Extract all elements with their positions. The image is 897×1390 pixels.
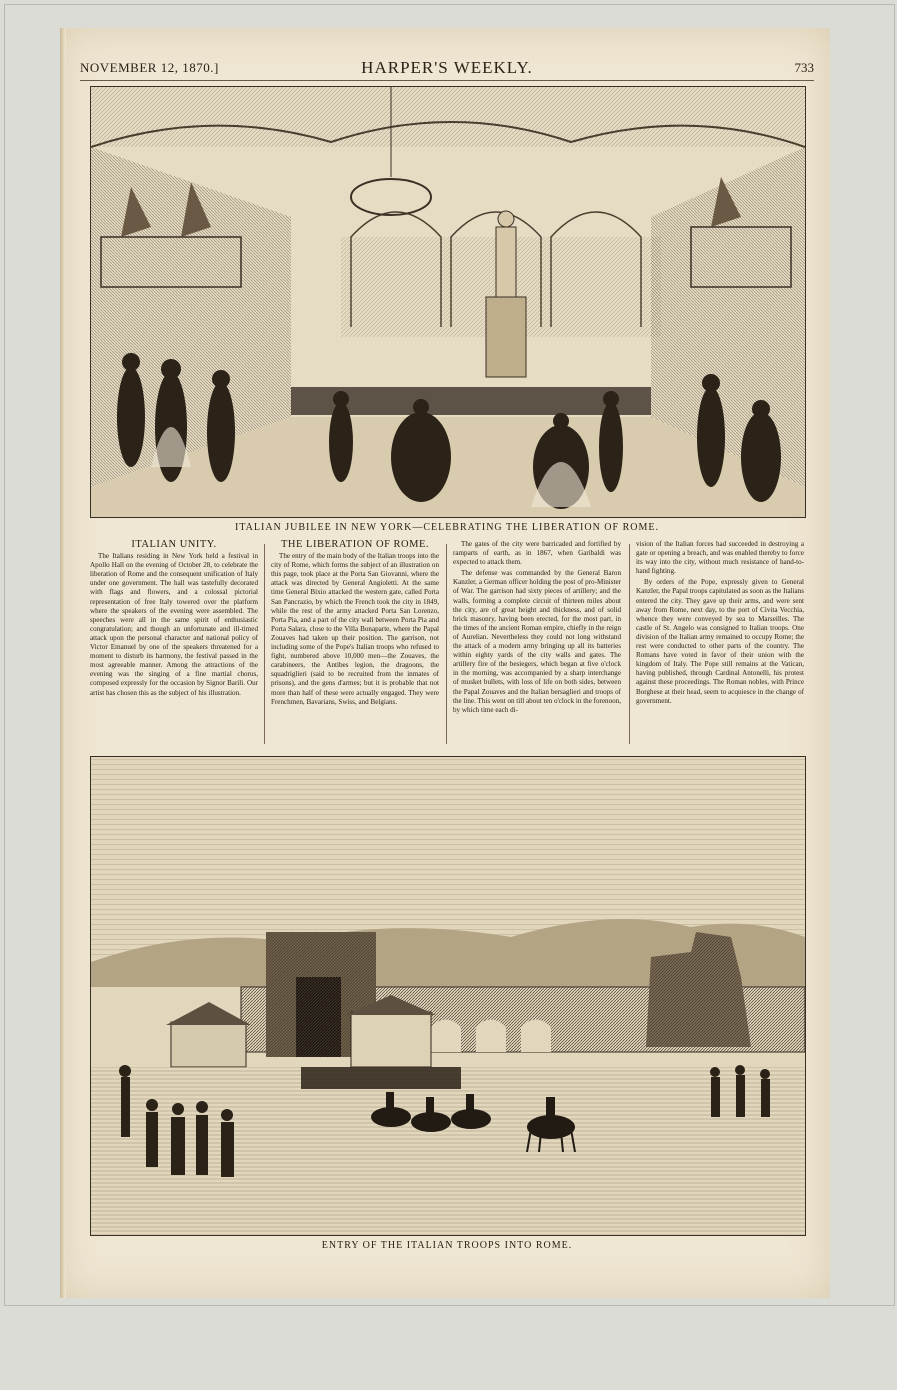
ballroom-engraving xyxy=(90,86,806,518)
ballroom-caption: ITALIAN JUBILEE IN NEW YORK—CELEBRATING THE LIBERATION OF ROME. xyxy=(235,522,659,533)
newspaper-page xyxy=(60,28,830,1298)
article-italian-unity xyxy=(90,540,258,745)
article-liberation-continued xyxy=(453,540,621,745)
troops-engraving xyxy=(90,756,806,1236)
article-heading: ITALIAN UNITY. xyxy=(131,540,217,550)
masthead xyxy=(80,58,814,81)
article-paragraph: The entry of the main body of the Italian troops into the city of Rome, which forms the subject of an illustration on this page, took place at the Porta San Giovanni, where the attack was directed by General Angioletti. At the same time General Bixio attacked the western gate, called Porta San Pancrazio, by which the French took the city in 1849, while the rest of the army attacked Porta San Lorenzo, Porta Pia, and a part of the city wall between Porta Pia and Porta Salara, close to the Villa Bonaparte, where the Papal Zouaves had taken up their position. The garrison, not including some of the Pope's Italian troops who refused to fight, numbered above 10,000 men—the Zouaves, the carabineers, the Antibes legion, the dragoons, the squadriglieri (said to be recruited from the inmates of prisons), and the gens d'armes; but it is probable that not more than half of these were actually engaged. They were Frenchmen, Bavarians, Swiss, and Belgians. xyxy=(271,552,439,706)
ballroom-illustration xyxy=(91,87,805,517)
article-columns xyxy=(90,540,804,745)
article-liberation-conclusion xyxy=(636,540,804,745)
troops-caption: ENTRY OF THE ITALIAN TROOPS INTO ROME. xyxy=(321,1240,573,1251)
issue-date: NOVEMBER 12, 1870.] xyxy=(80,60,219,75)
article-paragraph: vision of the Italian forces had succeeded in destroying a gate or opening a breach, and was enabled thereby to force its way into the city, without much resistance of hand-to-hand fighting. xyxy=(636,540,804,576)
publication-title: HARPER'S WEEKLY. xyxy=(361,58,533,77)
article-paragraph: The defense was commanded by the General Baron Kanzler, a German officer holding the post of pro-Minister of War. The garrison had sixty pieces of artillery; and the walls, forming a complete circuit of thirteen miles about the city, are of great height and thickness, and of solid brick masonry, having been erected, for the most part, in the times of the ancient Roman empire, chiefly in the reign of Aurelian. Nevertheless they could not long withstand the attack of a modern army bringing up all its batteries within eighty yards of the city walls and gates. The artillery fire of the besiegers, which began at five o'clock in the morning, was accompanied by a sharp interchange of musket bullets, with loss of life on both sides, between the Papal Zouaves and the Italian bersaglieri and troops of the line. This went on till about ten o'clock in the forenoon, by which time each di- xyxy=(453,569,621,714)
page-number: 733 xyxy=(794,60,814,75)
article-paragraph: The gates of the city were barricaded and fortified by ramparts of earth, as in 1867, when Garibaldi was expected to attack them. xyxy=(453,540,621,567)
page-edge xyxy=(60,28,66,1298)
article-paragraph: By orders of the Pope, expressly given to General Kanzler, the Papal troops capitulated as soon as the Italians entered the city. They gave up their arms, and were sent away from Rome, next day, to the port of Civita Vecchia, whence they were conveyed by sea to Marseilles. The castle of St. Angelo was consigned to Italian troops. One division of the Italian army remained to occupy Rome; the rest were conducted to other parts of the country. The Romans have voted in favor of their union with the kingdom of Italy. The Pope still remains at the Vatican, having published, through Cardinal Antonelli, his protest against these proceedings. The Roman nobles, with Prince Borghese at their head, seem to acquiesce in the change of government. xyxy=(636,578,804,705)
article-liberation-of-rome xyxy=(271,540,439,745)
column-rule xyxy=(264,544,265,744)
article-heading: THE LIBERATION OF ROME. xyxy=(281,540,429,550)
article-paragraph: The Italians residing in New York held a festival in Apollo Hall on the evening of October 28, to celebrate the liberation of Rome and the consequent unification of Italy under one government. The hall was tastefully decorated with flags and flowers, and a colossal pictorial representation of free Italy towered over the platform where the speakers of the evening were assembled. The speeches were all in the same spirit of enthusiastic congratulation; and though an unfortunate and ill-timed attack upon the personal character and national policy of Victor Emanuel by one of the speakers threatened for a moment to disturb its harmony, the festival passed in the most agreeable manner. Among the attractions of the evening was the singing of a fine martial chorus, composed expressly for the occasion by Signor Barili. Our artist has chosen this as the subject of his illustration. xyxy=(90,552,258,697)
troops-illustration xyxy=(91,757,805,1235)
column-rule xyxy=(629,544,630,744)
column-rule xyxy=(446,544,447,744)
